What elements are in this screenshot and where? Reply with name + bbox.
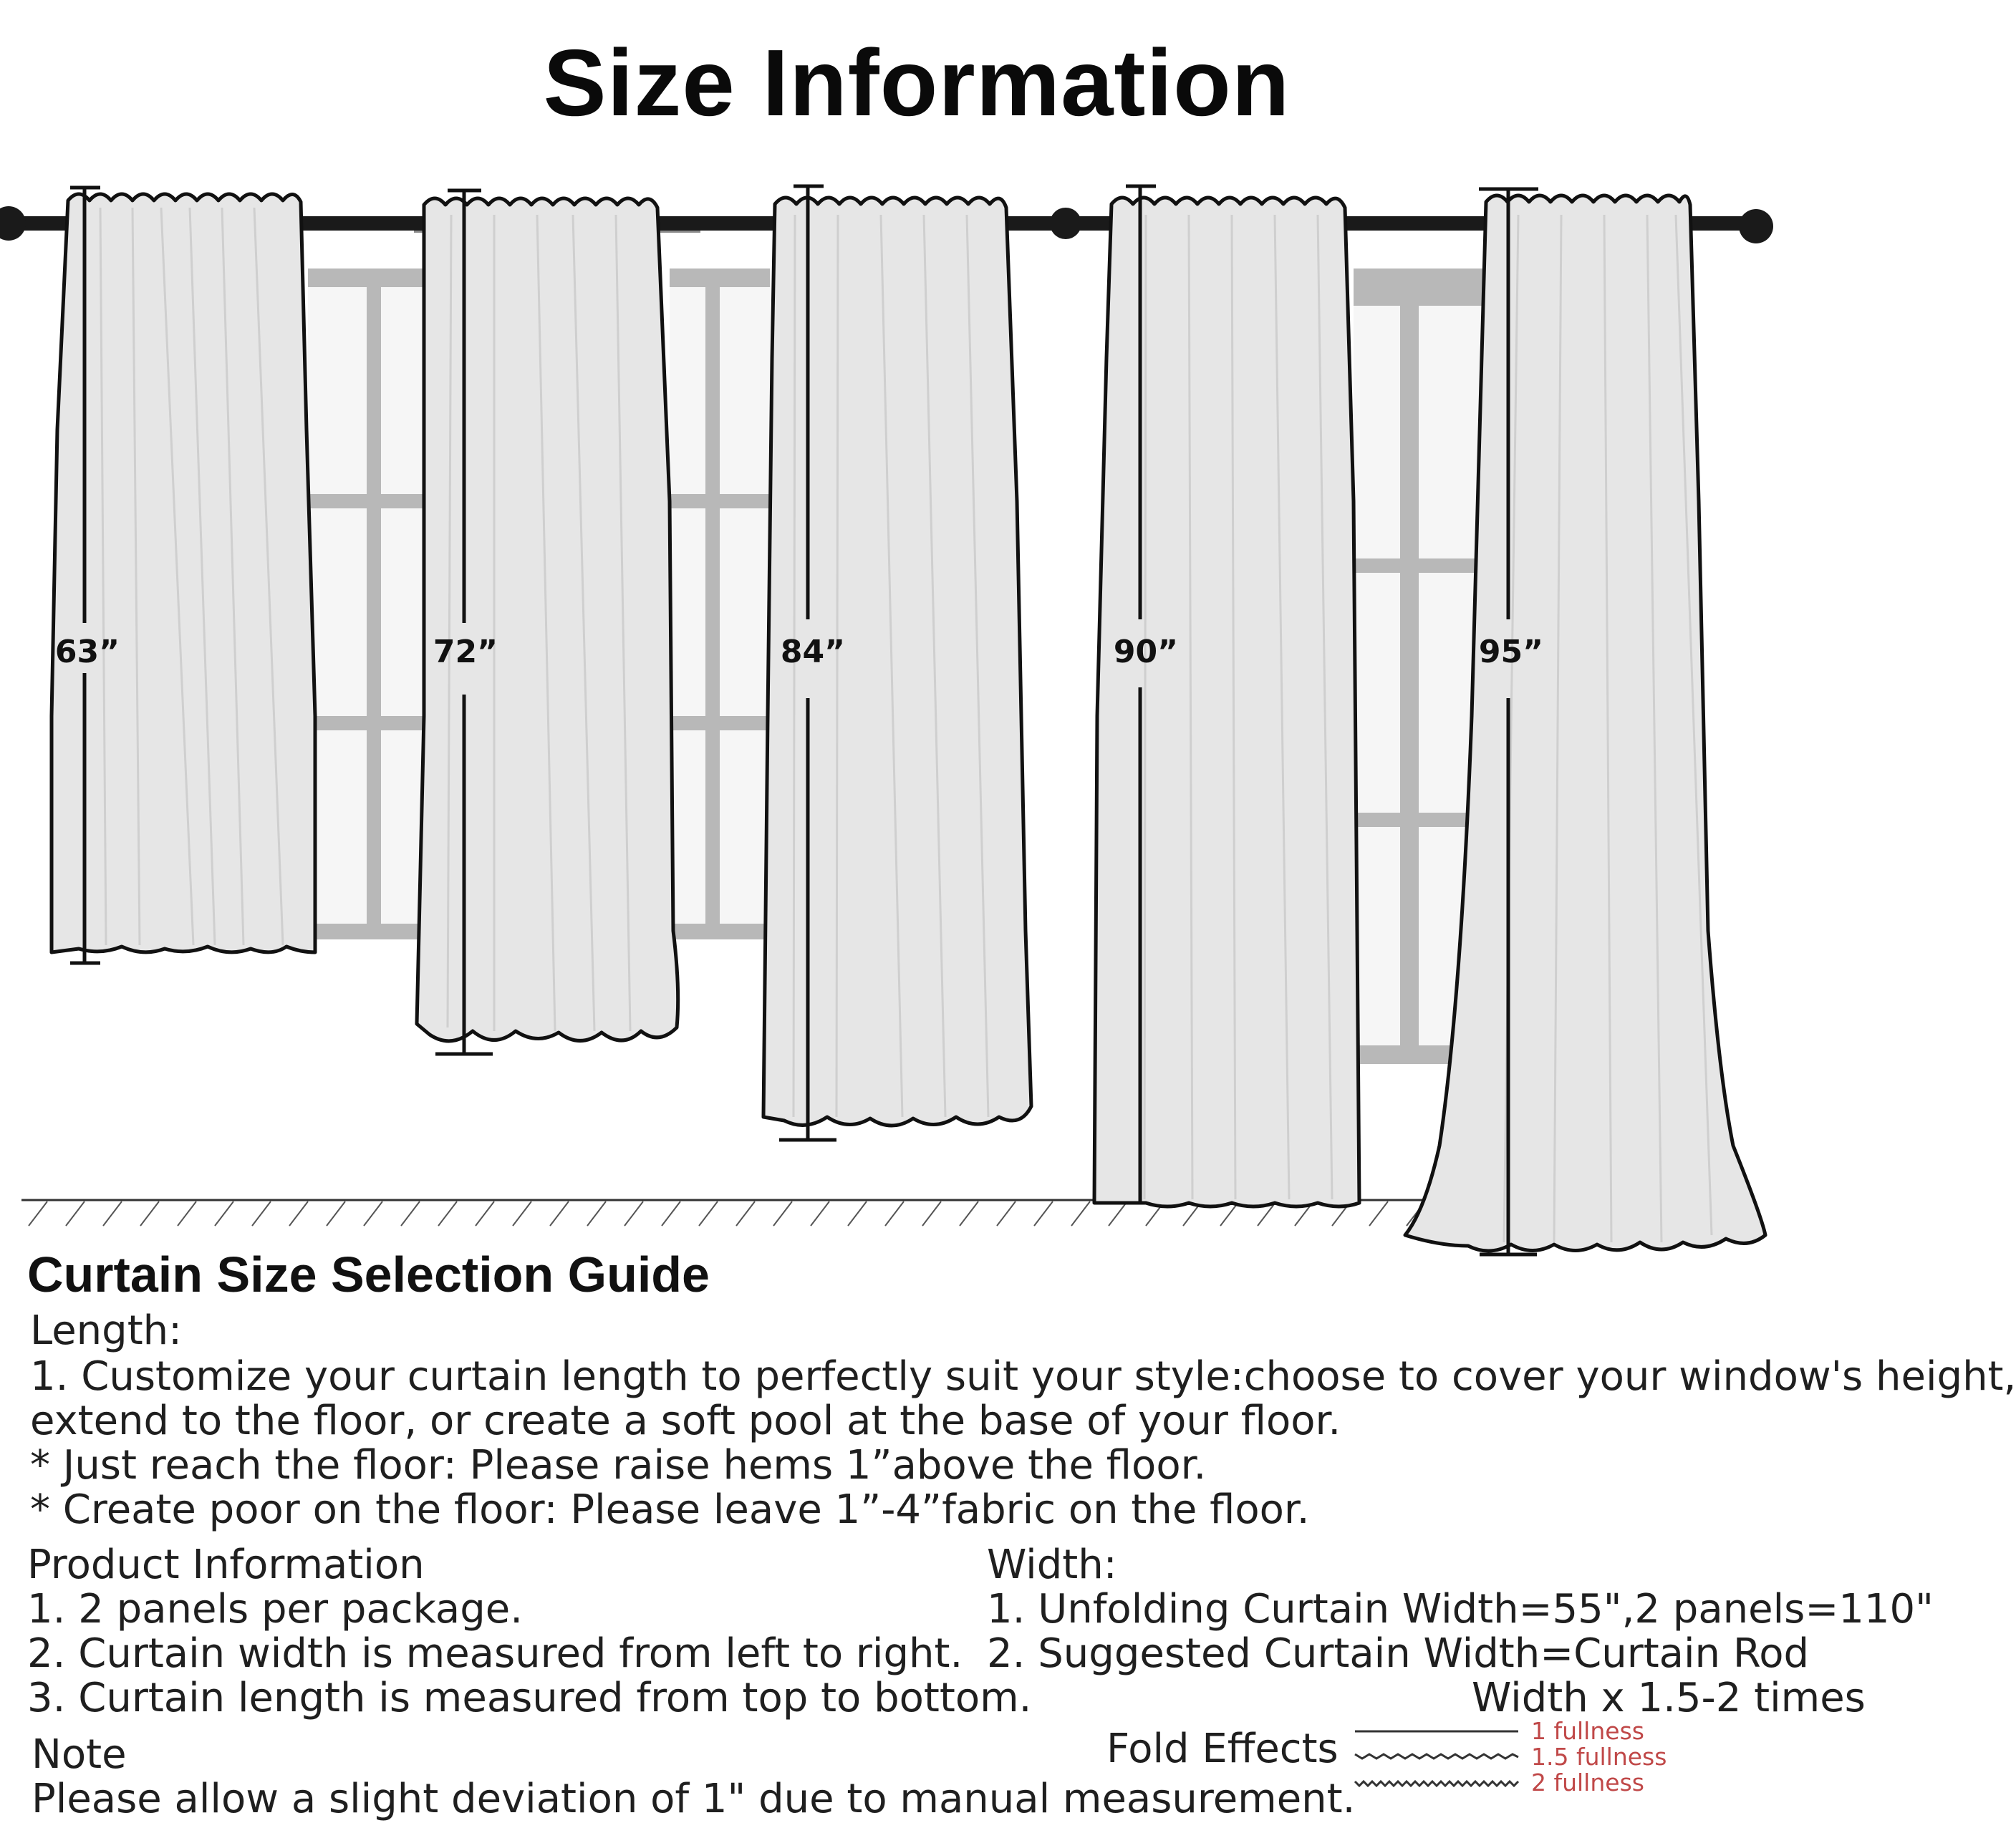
product-info-line-3: 3. Curtain length is measured from top to bottom.: [27, 1675, 1032, 1721]
curtain-panel-72: [417, 198, 678, 1041]
floor-hatch-mark: [1109, 1201, 1127, 1226]
floor-hatch-mark: [960, 1201, 978, 1226]
width-line-2: 2. Suggested Curtain Width=Curtain Rod: [987, 1630, 1810, 1677]
floor-hatch-mark: [811, 1201, 829, 1226]
floor-hatch-mark: [364, 1201, 382, 1226]
product-info-line-1: 1. 2 panels per package.: [27, 1586, 524, 1633]
length-line-3: * Just reach the floor: Please raise hems 1”above the floor.: [30, 1442, 1207, 1489]
note-text: Please allow a slight deviation of 1" due to manual measurement.: [32, 1776, 1356, 1822]
floor-hatch-mark: [215, 1201, 233, 1226]
fold-label-3: 2 fullness: [1531, 1769, 1644, 1796]
product-info-heading: Product Information: [27, 1542, 425, 1588]
floor-hatch-mark: [438, 1201, 457, 1226]
page-title: Size Information: [543, 30, 1291, 135]
length-heading: Length:: [30, 1307, 183, 1354]
floor-hatch-mark: [736, 1201, 755, 1226]
floor-hatch-mark: [1369, 1201, 1388, 1226]
floor-hatch-mark: [1034, 1201, 1053, 1226]
floor-hatch-mark: [178, 1201, 196, 1226]
length-line-4: * Create poor on the floor: Please leave 1”-4”fabric on the floor.: [30, 1486, 1310, 1533]
length-label-72: 72”: [433, 634, 498, 670]
curtain-panel-90: [1094, 198, 1359, 1206]
window-center: [657, 218, 770, 939]
length-label-63: 63”: [54, 634, 120, 670]
length-line-1: 1. Customize your curtain length to perfectly suit your style:choose to cover your window's height,: [30, 1353, 2016, 1400]
fold-line-1-5-fullness: [1355, 1754, 1518, 1759]
floor-hatch-mark: [848, 1201, 867, 1226]
floor-hatch-mark: [29, 1201, 47, 1226]
floor-hatch-mark: [885, 1201, 904, 1226]
floor-hatch-mark: [997, 1201, 1016, 1226]
floor-hatch-mark: [289, 1201, 308, 1226]
floor-hatch-mark: [327, 1201, 345, 1226]
product-info-line-2: 2. Curtain width is measured from left to right.: [27, 1630, 963, 1677]
floor-hatch-mark: [699, 1201, 718, 1226]
fold-label-1: 1 fullness: [1531, 1717, 1644, 1745]
length-label-84: 84”: [780, 634, 846, 670]
fold-label-2: 1.5 fullness: [1531, 1743, 1667, 1771]
floor-hatch-mark: [140, 1201, 159, 1226]
floor-hatch-mark: [103, 1201, 122, 1226]
length-label-95: 95”: [1478, 634, 1544, 670]
curtain-panel-63: [52, 194, 315, 952]
fold-effects-heading: Fold Effects: [1106, 1726, 1339, 1772]
guide-heading: Curtain Size Selection Guide: [27, 1247, 710, 1302]
note-heading: Note: [32, 1731, 127, 1778]
width-heading: Width:: [987, 1542, 1117, 1588]
width-line-1: 1. Unfolding Curtain Width=55",2 panels=110": [987, 1586, 1934, 1633]
floor-hatch-mark: [922, 1201, 941, 1226]
floor-hatch-mark: [476, 1201, 494, 1226]
length-line-2: extend to the floor, or create a soft pool at the base of your floor.: [30, 1398, 1341, 1444]
floor-hatch-mark: [513, 1201, 531, 1226]
window-left: [308, 218, 435, 939]
floor-hatch-mark: [550, 1201, 569, 1226]
floor-hatch-mark: [1071, 1201, 1090, 1226]
floor-hatch-mark: [252, 1201, 271, 1226]
width-line-3: Width x 1.5-2 times: [1472, 1675, 1866, 1721]
fold-line-2-fullness: [1355, 1781, 1518, 1786]
length-label-90: 90”: [1113, 634, 1179, 670]
floor-hatch-mark: [401, 1201, 420, 1226]
fold-effects-swatches: [1354, 1718, 1525, 1797]
floor-hatch-mark: [66, 1201, 85, 1226]
floor-hatch-mark: [662, 1201, 680, 1226]
floor-hatch-mark: [587, 1201, 606, 1226]
floor-hatch-mark: [773, 1201, 792, 1226]
floor-hatch-mark: [624, 1201, 643, 1226]
